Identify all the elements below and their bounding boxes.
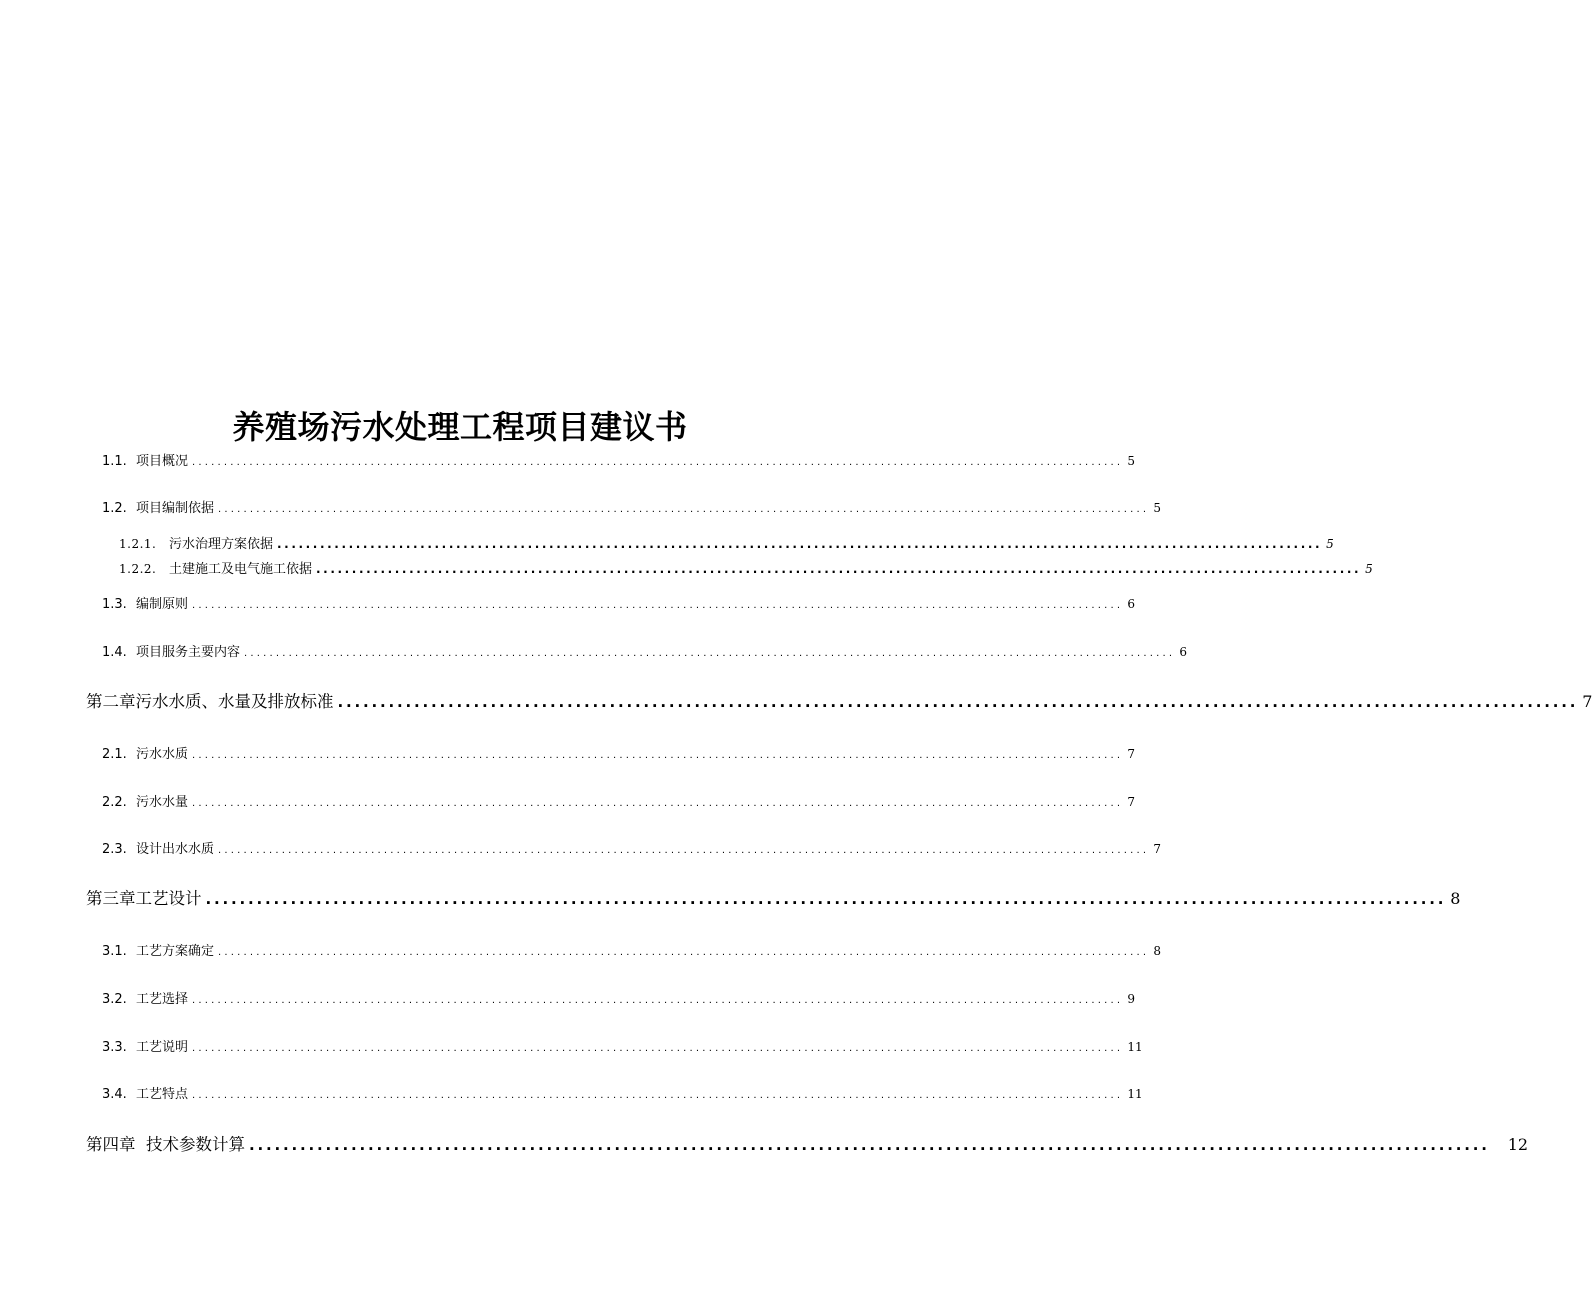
toc-entry-number: 3.4. [102, 1087, 127, 1102]
toc-entry-label: 污水水量 [136, 795, 189, 810]
toc-entry-number: 1.3. [102, 597, 127, 612]
toc-entry-number: 1.2.2. [119, 562, 157, 576]
toc-entry-number: 1.2.1. [119, 537, 157, 551]
dot-leader: .................................................................................................................................................. [218, 947, 1150, 958]
toc-entry-label: 项目概况 [136, 454, 189, 469]
toc-entry-number: 2.3. [102, 842, 127, 857]
toc-entry-label: 污水水质 [136, 747, 189, 762]
toc-entry-page: 7 [1153, 842, 1161, 856]
toc-chapter-2[interactable] [86, 688, 1592, 712]
dot-leader: .................................................................................................................................................. [249, 1136, 1490, 1154]
toc-entry-page: 5 [1127, 454, 1135, 468]
toc-entry-3-4[interactable] [102, 1083, 1143, 1102]
document-title: 养殖场污水处理工程项目建议书 [232, 408, 688, 446]
toc-entry-page: 6 [1179, 645, 1187, 659]
toc-entry-page: 11 [1127, 1040, 1143, 1054]
dot-leader: .................................................................................................................................................. [192, 750, 1124, 761]
toc-entry-number: 2.1. [102, 747, 127, 762]
toc-entry-label: 工艺特点 [136, 1087, 189, 1102]
toc-entry-page: 11 [1127, 1087, 1143, 1101]
toc-entry-number: 3.3. [102, 1040, 127, 1055]
toc-entry-1-3[interactable] [102, 593, 1135, 612]
toc-entry-label: 编制原则 [136, 597, 189, 612]
dot-leader: .................................................................................................................................................. [244, 648, 1176, 659]
dot-leader: .................................................................................................................................................. [316, 562, 1362, 576]
toc-entry-label: 设计出水水质 [136, 842, 215, 857]
toc-entry-label: 工艺说明 [136, 1040, 189, 1055]
dot-leader: .................................................................................................................................................. [337, 693, 1579, 711]
toc-chapter-label: 第四章 技术参数计算 [86, 1135, 245, 1154]
dot-leader: .................................................................................................................................................. [192, 600, 1124, 611]
toc-entry-page: 7 [1127, 747, 1135, 761]
toc-entry-2-2[interactable] [102, 791, 1135, 810]
dot-leader: .................................................................................................................................................. [192, 798, 1124, 809]
toc-entry-number: 1.2. [102, 501, 127, 516]
toc-entry-3-2[interactable] [102, 988, 1135, 1007]
toc-entry-1-2-1[interactable] [119, 533, 1334, 552]
toc-entry-number: 3.1. [102, 944, 127, 959]
toc-entry-page: 12 [1507, 1135, 1529, 1154]
toc-entry-label: 工艺选择 [136, 992, 189, 1007]
dot-leader: .................................................................................................................................................. [218, 845, 1150, 856]
toc-entry-1-1[interactable] [102, 450, 1135, 469]
toc-entry-1-4[interactable] [102, 641, 1187, 660]
dot-leader: .................................................................................................................................................. [192, 1090, 1124, 1101]
toc-entry-3-1[interactable] [102, 940, 1161, 959]
toc-chapter-3[interactable] [86, 885, 1461, 909]
toc-entry-label: 土建施工及电气施工依据 [169, 562, 313, 577]
dot-leader: .................................................................................................................................................. [192, 1043, 1124, 1054]
toc-entry-3-3[interactable] [102, 1036, 1143, 1055]
toc-entry-page: 9 [1127, 992, 1135, 1006]
toc-chapter-4[interactable] [86, 1131, 1529, 1155]
toc-chapter-label: 第二章污水水质、水量及排放标准 [86, 692, 334, 711]
toc-entry-page: 5 [1365, 562, 1373, 576]
dot-leader: .................................................................................................................................................. [277, 537, 1323, 551]
toc-entry-2-3[interactable] [102, 838, 1161, 857]
toc-entry-page: 7 [1582, 692, 1592, 711]
toc-entry-1-2[interactable] [102, 497, 1161, 516]
toc-entry-page: 6 [1127, 597, 1135, 611]
toc-entry-number: 3.2. [102, 992, 127, 1007]
toc-chapter-label: 第三章工艺设计 [86, 889, 202, 908]
toc-entry-label: 项目服务主要内容 [136, 645, 241, 660]
toc-entry-page: 8 [1153, 944, 1161, 958]
toc-entry-page: 5 [1153, 501, 1161, 515]
toc-entry-number: 1.1. [102, 454, 127, 469]
toc-entry-number: 2.2. [102, 795, 127, 810]
toc-entry-page: 5 [1326, 537, 1334, 551]
toc-entry-label: 污水治理方案依据 [169, 537, 274, 552]
toc-entry-number: 1.4. [102, 645, 127, 660]
toc-entry-page: 8 [1450, 889, 1461, 908]
dot-leader: .................................................................................................................................................. [192, 457, 1124, 468]
toc-entry-2-1[interactable] [102, 743, 1135, 762]
toc-entry-label: 项目编制依据 [136, 501, 215, 516]
toc-entry-label: 工艺方案确定 [136, 944, 215, 959]
dot-leader: .................................................................................................................................................. [218, 504, 1150, 515]
dot-leader: .................................................................................................................................................. [205, 890, 1447, 908]
toc-entry-1-2-2[interactable] [119, 558, 1373, 577]
toc-entry-page: 7 [1127, 795, 1135, 809]
dot-leader: .................................................................................................................................................. [192, 995, 1124, 1006]
